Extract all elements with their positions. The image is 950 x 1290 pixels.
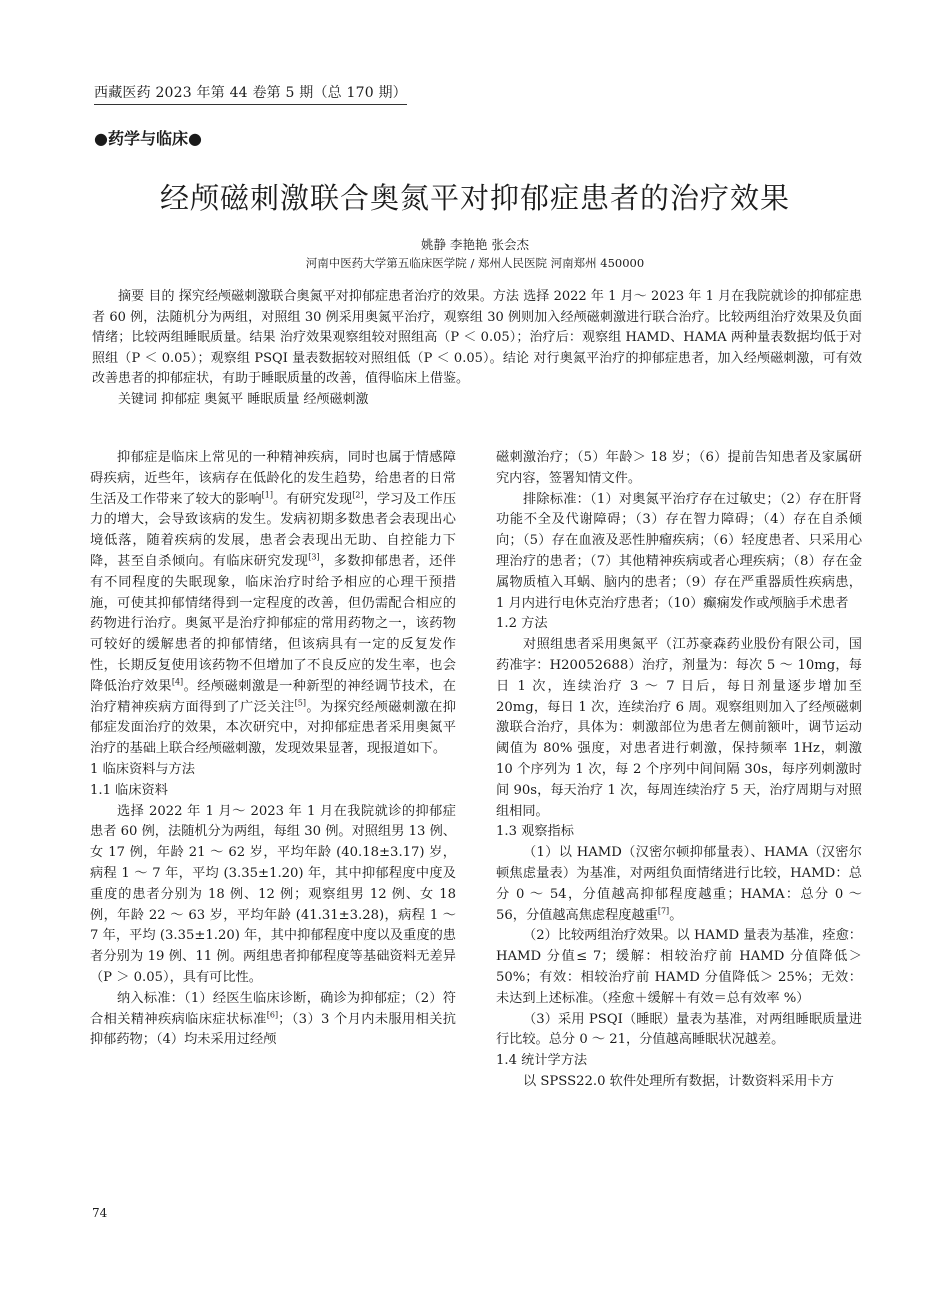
- affiliation: 河南中医药大学第五临床医学院 / 郑州人民医院 河南郑州 450000: [305, 256, 645, 270]
- section-label: ●药学与临床●: [94, 129, 202, 148]
- citation-4[interactable]: [4]: [171, 677, 184, 687]
- clinical-data-paragraph: 选择 2022 年 1 月～ 2023 年 1 月在我院就诊的抑郁症患者 60 例，法随机分为两组，每组 30 例。对照组男 13 例、女 17 例，年龄 21 ～ 62 岁，平均年龄 (40.18±3.17) 岁，病程 1 ～ 7 年，平均 (3.35±1.20) 年，其中抑郁程度中度及重度的患者分别为 18 例、12 例；观察组男 12 例、女 18 例，年龄 22 ～ 63 岁，平均年龄 (41.31±3.28)，病程 1 ～ 7 年，平均 (3.35±1.20) 年，其中抑郁程度中度以及重度的患者分别为 19 例、11 例。两组患者抑郁程度等基础资料无差异（P ＞ 0.05），具有可比性。: [90, 803, 456, 985]
- inclusion-paragraph: 纳入标准：（1）经医生临床诊断，确诊为抑郁症；（2）符合相关精神疾病临床症状标准[6]；（3）3 个月内未服用相关抗抑郁药物；（4）均未采用过经颅: [90, 990, 456, 1048]
- indicator-3: （3）采用 PSQI（睡眠）量表为基准，对两组睡眠质量进行比较。总分 0 ～ 21，分值越高睡眠状况越差。: [496, 1011, 862, 1048]
- citation-7[interactable]: [7]: [657, 906, 670, 916]
- exclusion-paragraph: 排除标准：（1）对奥氮平治疗存在过敏史；（2）存在肝肾功能不全及代谢障碍；（3）存在智力障碍；（4）存在自杀倾向；（5）存在血液及恶性肿瘤疾病；（6）轻度患者、只采用心理治疗的患者；（7）其他精神疾病或者心理疾病；（8）存在金属物质植入耳蜗、脑内的患者；（9）存在严重器质性疾病患，1 月内进行电休克治疗患者；（10）癫痫发作或颅脑手术患者: [496, 491, 862, 611]
- heading-1-2: 1.2 方法: [496, 616, 548, 632]
- heading-1-4: 1.4 统计学方法: [496, 1053, 588, 1069]
- citation-3[interactable]: [3]: [308, 552, 320, 562]
- authors: 姚静 李艳艳 张会杰: [421, 237, 529, 252]
- indicator-2: （2）比较两组治疗效果。以 HAMD 量表为基准，痊愈：HAMD 分值≤ 7；缓解：相较治疗前 HAMD 分值降低＞ 50%；有效：相较治疗前 HAMD 分值降低＞ 25%；无效：未达到上述标准。（痊愈＋缓解＋有效＝总有效率 %）: [496, 928, 862, 1006]
- left-column: [90, 448, 456, 1051]
- citation-2[interactable]: [2]: [352, 490, 364, 500]
- abstract-text: 摘要 目的 探究经颅磁刺激联合奥氮平对抑郁症患者治疗的效果。方法 选择 2022 年 1 月～ 2023 年 1 月在我院就诊的抑郁症患者 60 例，法随机分为两组，对照组 30 例采用奥氮平治疗，观察组 30 例则加入经颅磁刺激进行联合治疗。比较两组治疗效果及负面情绪；比较两组睡眠质量。结果 治疗效果观察组较对照组高（P ＜ 0.05）；治疗后：观察组 HAMD、HAMA 两种量表数据均低于对照组（P ＜ 0.05）；观察组 PSQI 量表数据较对照组低（P ＜ 0.05）。结论 对行奥氮平治疗的抑郁症患者，加入经颅磁刺激，可有效改善患者的抑郁症状，有助于睡眠质量的改善，值得临床上借鉴。: [92, 289, 862, 386]
- intro-paragraph: 抑郁症是临床上常见的一种精神疾病，同时也属于情感障碍疾病，近些年，该病存在低龄化的发生趋势，给患者的日常生活及工作带来了较大的影响[1]。有研究发现[2]，学习及工作压力的增大，会导致该病的发生。发病初期多数患者会表现出心境低落，随着疾病的发展，患者会表现出无助、自控能力下降，甚至自杀倾向。有临床研究发现[3]，多数抑郁患者，还伴有不同程度的失眠现象，临床治疗时给予相应的心理干预措施，可使其抑郁情绪得到一定程度的改善，但仍需配合相应的药物进行治疗。奥氮平是治疗抑郁症的常用药物之一，该药物可较好的缓解患者的抑郁情绪，但该病具有一定的反复发作性，长期反复使用该药物不但增加了不良反应的发生率，也会降低治疗效果[4]。经颅磁刺激是一种新型的神经调节技术，在治疗精神疾病方面得到了广泛关注[5]。为探究经颅磁刺激在抑郁症发面治疗的效果，本次研究中，对抑郁症患者采用奥氮平治疗的基础上联合经颅磁刺激，发现效果显著，现报道如下。: [90, 450, 457, 757]
- stats-paragraph: 以 SPSS22.0 软件处理所有数据，计数资料采用卡方: [523, 1073, 834, 1089]
- heading-1-3: 1.3 观察指标: [496, 824, 574, 840]
- heading-1: 1 临床资料与方法: [90, 761, 195, 777]
- citation-6[interactable]: [6]: [266, 1010, 279, 1020]
- method-paragraph: 对照组患者采用奥氮平（江苏豪森药业股份有限公司，国药准字：H20052688）治疗，剂量为：每次 5 ～ 10mg，每日 1 次，连续治疗 3 ～ 7 日后，每日剂量逐步增加至 20mg，每日 1 次，连续治疗 6 周。观察组则加入了经颅磁刺激联合治疗，具体为：刺激部位为患者左侧前额叶，调节运动阈值为 80% 强度，对患者进行刺激，保持频率 1Hz，刺激 10 个序列为 1 次，每 2 个序列中间间隔 30s，每序列刺激时间 90s，每天治疗 1 次，每周连续治疗 5 天，治疗周期与对照组相同。: [496, 637, 862, 819]
- citation-1[interactable]: [1]: [261, 490, 273, 500]
- indicator-1: （1）以 HAMD（汉密尔顿抑郁量表）、HAMA（汉密尔顿焦虑量表）为基准，对两组负面情绪进行比较，HAMD：总分 0 ～ 54，分值越高抑郁程度越重；HAMA：总分 0 ～ 56，分值越高焦虑程度越重[7]。: [496, 845, 862, 923]
- journal-header: 西藏医药 2023 年第 44 卷第 5 期（总 170 期）: [94, 82, 407, 105]
- inclusion-continued: 磁刺激治疗；（5）年龄＞ 18 岁；（6）提前告知患者及家属研究内容，签署知情文件。: [496, 450, 862, 486]
- abstract-block: [92, 287, 862, 410]
- citation-5[interactable]: [5]: [294, 698, 306, 708]
- keywords: 关键词 抑郁症 奥氮平 睡眠质量 经颅磁刺激: [118, 391, 369, 407]
- page-number: 74: [92, 1206, 108, 1220]
- article-title: 经颅磁刺激联合奥氮平对抑郁症患者的治疗效果: [159, 181, 790, 215]
- heading-1-1: 1.1 临床资料: [90, 782, 168, 798]
- right-column: [496, 448, 862, 1093]
